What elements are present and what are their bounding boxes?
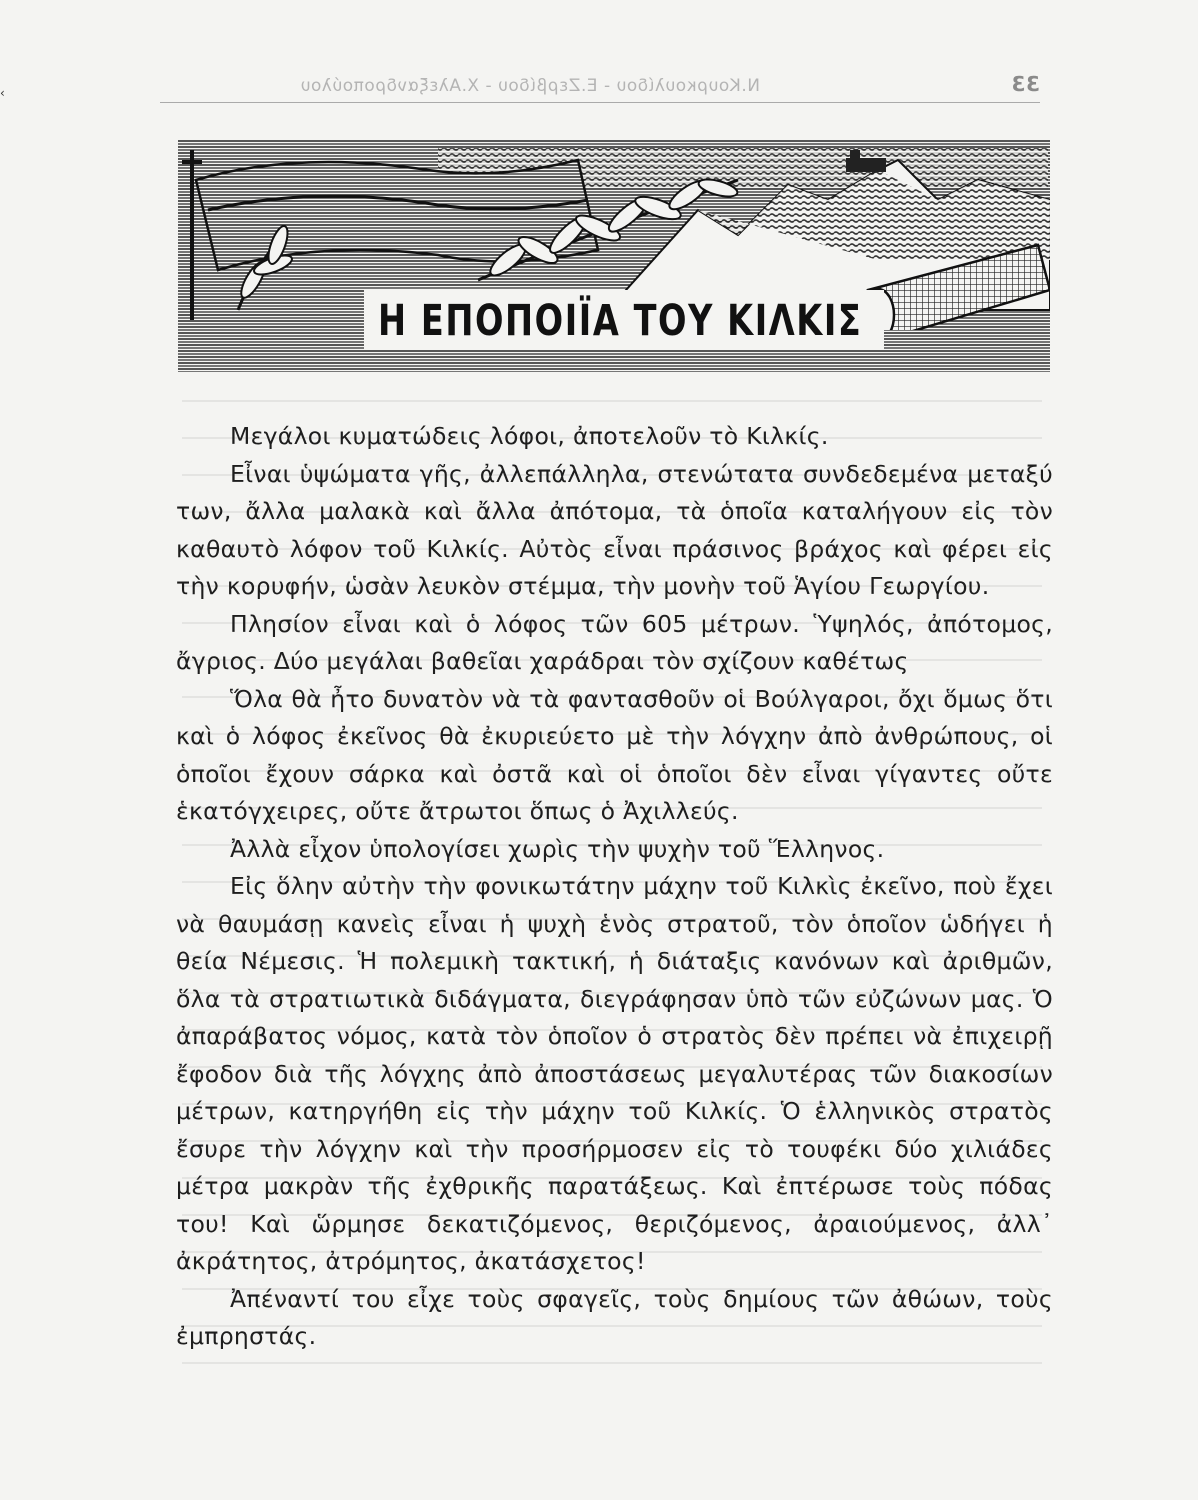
paragraph: Εἶναι ὑψώματα γῆς, ἀλλεπάλληλα, στενώτατα συνδεδεμένα μεταξύ των, ἄλλα μαλακὰ καὶ ἄλλα ἀπότομα, τὰ ὁποῖα καταλήγουν εἰς τὸν καθαυτὸ λόφον τοῦ Κιλκίς. Αὐτὸς εἶναι πράσινος βράχος καὶ φέρει εἰς τὴν κορυφήν, ὡσὰν λευκὸν στέμμα, τὴν μονὴν τοῦ Ἁγίου Γεωργίου. <box>176 459 1053 600</box>
running-header <box>160 72 1040 104</box>
paragraph: Μεγάλοι κυματώδεις λόφοι, ἀποτελοῦν τὸ Κιλκίς. <box>230 422 829 450</box>
title-banner <box>178 140 1050 372</box>
running-head-text: Ν.Κουρκουλίδου - Ε.Ζερβίδου - Χ.Αλεξανδροπούλου <box>300 76 760 96</box>
paragraph: Ἀλλὰ εἶχον ὑπολογίσει χωρὶς τὴν ψυχὴν τοῦ Ἕλληνος. <box>230 834 885 863</box>
header-rule <box>160 102 1040 103</box>
paragraph: Ἀπέναντί του εἶχε τοὺς σφαγεῖς, τοὺς δημίους τῶν ἀθώων, τοὺς ἐμπρηστάς. <box>176 1284 1053 1350</box>
paragraph: Πλησίον εἶναι καὶ ὁ λόφος τῶν 605 μέτρων. Ὑψηλός, ἀπότομος, ἄγριος. Δύο μεγάλαι βαθεῖαι χαράδραι τὸν σχίζουν καθέτως <box>176 609 1053 675</box>
paragraph: Ὅλα θὰ ἦτο δυνατὸν νὰ τὰ φαντασθοῦν οἱ Βούλγαροι, ὄχι ὅμως ὅτι καὶ ὁ λόφος ἐκεῖνος θὰ ἐκυριεύετο μὲ τὴν λόγχην ἀπὸ ἀνθρώπους, οἱ ὁποῖοι ἔχουν σάρκα καὶ ὀστᾶ καὶ οἱ ὁποῖοι δὲν εἶναι γίγαντες οὔτε ἑκατόγχειρες, οὔτε ἄτρωτοι ὅπως ὁ Ἀχιλλεύς. <box>176 684 1053 825</box>
edge-mark: ‹ <box>0 86 5 100</box>
page-number: 33 <box>1011 72 1040 96</box>
article-body <box>176 418 1053 1356</box>
paragraph: Εἰς ὅλην αὐτὴν τὴν φονικωτάτην μάχην τοῦ Κιλκὶς ἐκεῖνο, ποὺ ἔχει νὰ θαυμάσῃ κανεὶς εἶναι ἡ ψυχὴ ἑνὸς στρατοῦ, τὸν ὁποῖον ὡδήγει ἡ θεία Νέμεσις. Ἡ πολεμικὴ τακτική, ἡ διάταξις κανόνων καὶ ἀριθμῶν, ὅλα τὰ στρατιωτικὰ διδάγματα, διεγράφησαν ὑπὸ τῶν εὐζώνων μας. Ὁ ἀπαράβατος νόμος, κατὰ τὸν ὁποῖον ὁ στρατὸς δὲν πρέπει νὰ ἐπιχειρῇ ἔφοδον διὰ τῆς λόγχης ἀπὸ ἀποστάσεως μεγαλυτέρας τῶν διακοσίων μέτρων, κατηργήθη εἰς τὴν μάχην τοῦ Κιλκίς. Ὁ ἑλληνικὸς στρατὸς ἔσυρε τὴν λόγχην καὶ τὴν προσήρμοσεν εἰς τὸ τουφέκι δύο χιλιάδες μέτρα μακρὰν τῆς ἐχθρικῆς παρατάξεως. Καὶ ἐπτέρωσε τοὺς πόδας του! Καὶ ὥρμησε δεκατιζόμενος, θεριζόμενος, ἀραιούμενος, ἀλλ᾽ ἀκράτητος, ἀτρόμητος, ἀκατάσχετος! <box>176 872 1053 1275</box>
banner-title: Η ΕΠΟΠΟΙΪΑ ΤΟΥ ΚΙΛΚΙΣ <box>378 296 863 346</box>
